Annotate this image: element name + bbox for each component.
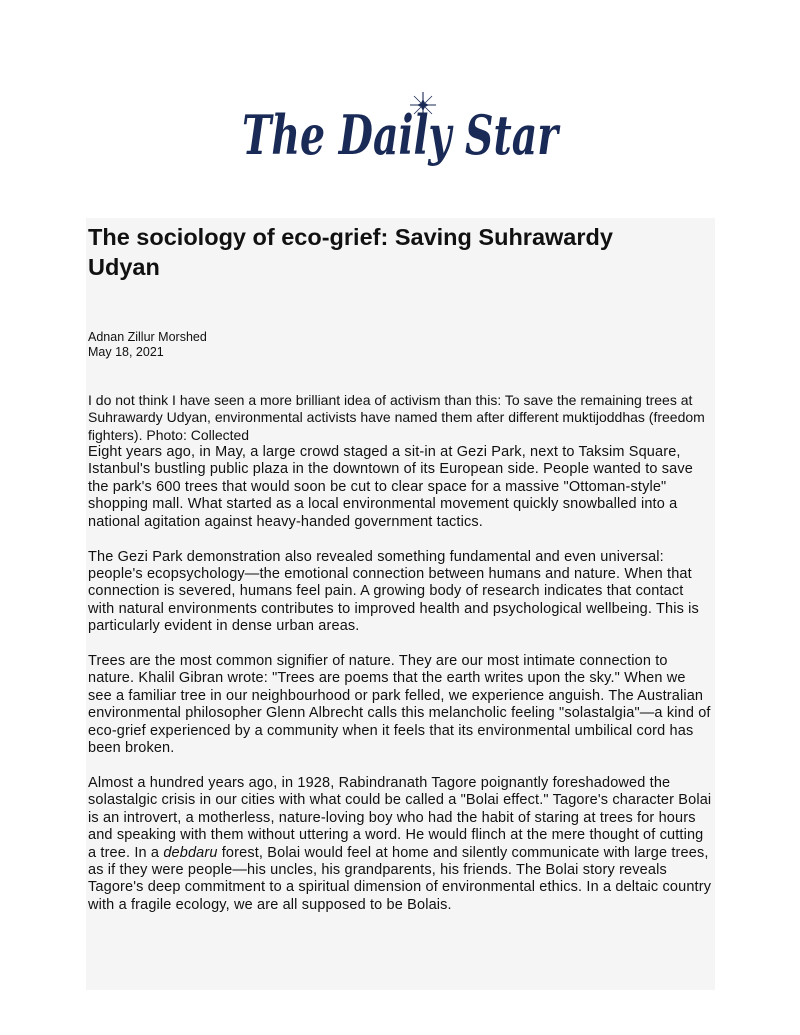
- body-paragraph: Eight years ago, in May, a large crowd staged a sit-in at Gezi Park, next to Taksim Square, Istanbul's bustling public plaza in the downtown of its European side. People wanted to save the park's 600 trees that would soon be cut to clear space for a massive "Ottoman-style" shopping mall. What started as a local environmental movement quickly snowballed into a national agitation against heavy-handed government tactics.: [88, 444, 694, 530]
- daily-star-logo: [220, 88, 580, 168]
- paragraph-text: Almost a hundred years ago, in 1928, Rabindranath Tagore poignantly foreshadowed the solastalgic crisis in our cities with what could be called a "Bolai effect." Tagore's character Bolai is an introvert, a motherless, nature-loving boy who had the habit of staring at trees for hours and speaking with them without uttering a word. He would flinch at the mere thought of cutting a tree. In a: [88, 775, 712, 861]
- article-panel: [86, 218, 715, 990]
- body-paragraph: Trees are the most common signifier of nature. They are our most intimate connection to nature. Khalil Gibran wrote: "Trees are poems that the earth writes upon the sky." When we see a familiar tree in our neighbourhood or park felled, we experience anguish. The Australian environmental philosopher Glenn Albrecht calls this melancholic feeling "solastalgia"—a kind of eco-grief experienced by a community when it feels that its environmental umbilical cord has been broken.: [88, 653, 711, 757]
- author-name: Adnan Zillur Morshed: [88, 330, 207, 344]
- photo-caption: I do not think I have seen a more brilliant idea of activism than this: To save the remaining trees at Suhrawardy Udyan, environmental activists have named them after different muktijoddhas (freedom fighters). Photo: Collected: [88, 392, 705, 443]
- body-paragraph: [88, 775, 712, 914]
- publish-date: May 18, 2021: [88, 345, 164, 359]
- masthead-logo-text: The Daily Star: [242, 103, 561, 167]
- body-paragraph: The Gezi Park demonstration also revealed something fundamental and even universal: people's ecopsychology—the emotional connection between humans and nature. When that connection is severed, humans feel pain. A growing body of research indicates that contact with natural environments contributes to improved health and psychological wellbeing. This is particularly evident in dense urban areas.: [88, 548, 699, 635]
- italic-term: debdaru: [163, 844, 218, 861]
- masthead: [0, 88, 800, 168]
- paragraph-text: forest, Bolai would feel at home and silently communicate with large trees, as if they were people—his uncles, his grandparents, his friends. The Bolai story reveals Tagore's deep commitment to a spiritual dimension of environmental ethics. In a deltaic country with a fragile ecology, we are all supposed to be Bolais.: [88, 844, 712, 913]
- byline: [88, 330, 207, 360]
- article-headline: The sociology of eco-grief: Saving Suhrawardy Udyan: [88, 224, 613, 280]
- article-body: [88, 444, 712, 932]
